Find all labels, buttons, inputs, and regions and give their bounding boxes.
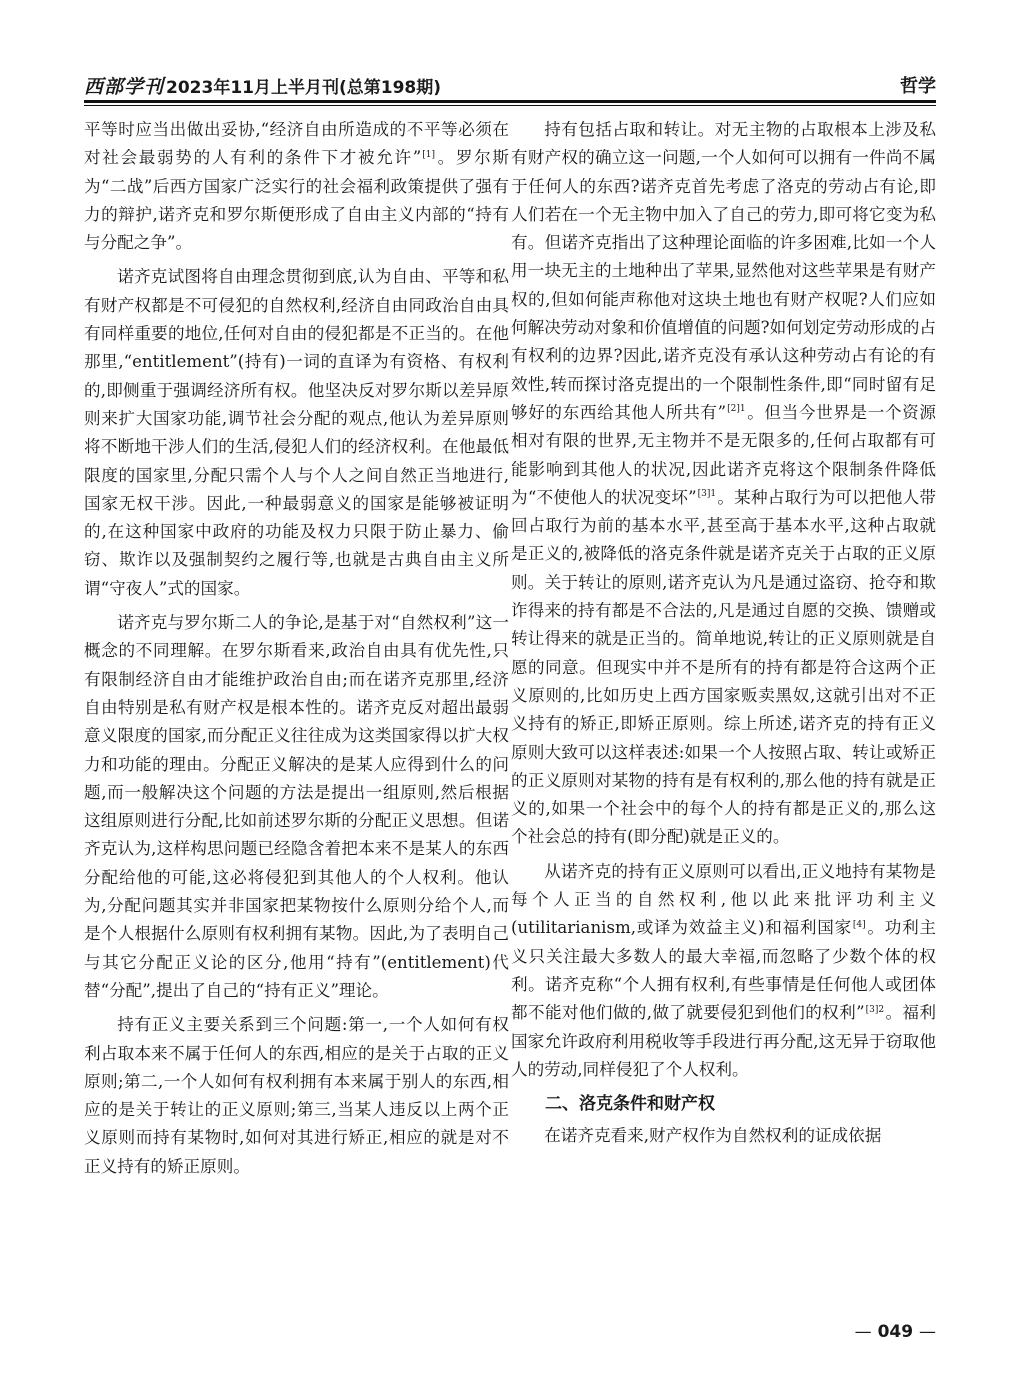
paragraph-text: 平等时应当出做出妥协,“经济自由所造成的不平等必须在对社会最弱势的人有利的条件下才被允许”	[84, 120, 509, 168]
paragraph	[511, 858, 936, 1084]
citation-ref: [4]	[852, 919, 866, 930]
footer-dash: —	[854, 1322, 872, 1342]
journal-info	[84, 72, 441, 99]
issue-info: 2023年11月上半月刊(总第198期)	[166, 78, 442, 98]
right-column	[511, 116, 936, 1157]
journal-brand-logo: 西部学刊	[84, 76, 165, 98]
paragraph-text: 持有包括占取和转让。对无主物的占取根本上涉及私有财产权的确立这一问题,一个人如何可以拥有一件尚不属于任何人的东西?诺齐克首先考虑了洛克的劳动占有论,即人们若在一个无主物中加入了自己的劳力,即可将它变为私有。但诺齐克指出了这种理论面临的许多困难,比如一个人用一块无主的土地种出了苹果,显然他对这些苹果是有财产权的,但如何能声称他对这块土地也有财产权呢?人们应如何解决劳动对象和价值增值的问题?如何划定劳动形成的占有权利的边界?因此,诺齐克没有承认这种劳动占有论的有效性,转而探讨洛克提出的一个限制性条件,即“同时留有足够好的东西给其他人所共有”	[511, 120, 936, 422]
citation-ref: [3]1	[697, 489, 717, 500]
footer-dash: —	[919, 1322, 936, 1342]
citation-ref: [2]1	[727, 404, 746, 415]
paragraph: 诺齐克与罗尔斯二人的争论,是基于对“自然权利”这一概念的不同理解。在罗尔斯看来,政治自由具有优先性,只有限制经济自由才能维护政治自由;而在诺齐克那里,经济自由特别是私有财产权是根本性的。诺齐克反对超出最弱意义限度的国家,而分配正义往往成为这类国家得以扩大权力和功能的理由。分配正义解决的是某人应得到什么的问题,而一般解决这个问题的方法是提出一组原则,然后根据这组原则进行分配,比如前述罗尔斯的分配正义思想。但诺齐克认为,这样构思问题已经隐含着把本来不是某人的东西分配给他的可能,这必将侵犯到其他人的个人权利。他认为,分配问题其实并非国家把某物按什么原则分给个人,而是个人根据什么原则有权利拥有某物。因此,为了表明自己与其它分配正义论的区分,他用“持有”(entitlement)代替“分配”,提出了自己的“持有正义”理论。	[84, 613, 509, 1000]
page-footer	[855, 1322, 936, 1342]
paragraph	[84, 116, 509, 257]
paragraph-text: 。某种占取行为可以把他人带回占取行为前的基本水平,甚至高于基本水平,这种占取就是正义的,被降低的洛克条件就是诺齐克关于占取的正义原则。关于转让的原则,诺齐克认为凡是通过盗窃、抢夺和欺诈得来的持有都是不合法的,凡是通过自愿的交换、馈赠或转让得来的就是正当的。简单地说,转让的正义原则就是自愿的同意。但现实中并不是所有的持有都是符合这两个正义原则的,比如历史上西方国家贩卖黑奴,这就引出对不正义持有的矫正,即矫正原则。综上所述,诺齐克的持有正义原则大致可以这样表述:如果一个人按照占取、转让或矫正的正义原则对某物的持有是有权利的,那么他的持有就是正义的,如果一个社会中的每个人的持有都是正义的,那么这个社会总的持有(即分配)就是正义的。	[511, 487, 937, 847]
header-rule-thick	[84, 100, 936, 103]
left-column	[84, 116, 509, 1187]
section-heading: 二、洛克条件和财产权	[545, 1094, 715, 1115]
paragraph	[511, 116, 936, 852]
paragraph-text: 。功利主义只关注最大多数人的最大幸福,而忽略了少数个体的权利。诺齐克称“个人拥有权利,有些事情是任何他人或团体都不能对他们做的,做了就要侵犯到他们的权利”	[511, 918, 937, 1023]
citation-ref: [1]	[422, 149, 435, 160]
paragraph-text: 。福利国家允许政府利用税收等手段进行再分配,这无异于窃取他人的劳动,同样侵犯了个人权利。	[511, 1003, 936, 1079]
paragraph-text: 。但当今世界是一个资源相对有限的世界,无主物并不是无限多的,任何占取都有可能影响到其他人的状况,因此诺齐克将这个限制条件降低为“不使他人的状况变坏”	[511, 402, 936, 507]
page-number: 049	[877, 1322, 914, 1342]
paragraph: 在诺齐克看来,财产权作为自然权利的证成依据	[544, 1126, 882, 1146]
citation-ref: [3]2	[865, 1004, 885, 1015]
section-label: 哲学	[900, 76, 936, 97]
paragraph: 持有正义主要关系到三个问题:第一,一个人如何有权利占取本来不属于任何人的东西,相应的是关于占取的正义原则;第二,一个人如何有权利拥有本来属于别人的东西,相应的是关于转让的正义原则;第三,当某人违反以上两个正义原则而持有某物时,如何对其进行矫正,相应的就是对不正义持有的矫正原则。	[84, 1015, 509, 1176]
paragraph-text: 从诺齐克的持有正义原则可以看出,正义地持有某物是每个人正当的自然权利,他以此来批评功利主义(utilitarianism,或译为效益主义)和福利国家	[511, 861, 936, 938]
header-rule-thin	[84, 105, 936, 106]
paragraph: 诺齐克试图将自由理念贯彻到底,认为自由、平等和私有财产权都是不可侵犯的自然权利,经济自由同政治自由具有同样重要的地位,任何对自由的侵犯都是不正当的。在他那里,“entitlement”(持有)一词的直译为有资格、有权利的,即侧重于强调经济所有权。他坚决反对罗尔斯以差异原则来扩大国家功能,调节社会分配的观点,他认为差异原则将不断地干涉人们的生活,侵犯人们的经济权利。在他最低限度的国家里,分配只需个人与个人之间自然正当地进行,国家无权干涉。因此,一种最弱意义的国家是能够被证明的,在这种国家中政府的功能及权力只限于防止暴力、偷窃、欺诈以及强制契约之履行等,也就是古典自由主义所谓“守夜人”式的国家。	[84, 267, 509, 598]
paragraph-text: 。罗尔斯为“二战”后西方国家广泛实行的社会福利政策提供了强有力的辩护,诺齐克和罗尔斯便形成了自由主义内部的“持有与分配之争”。	[84, 148, 510, 253]
